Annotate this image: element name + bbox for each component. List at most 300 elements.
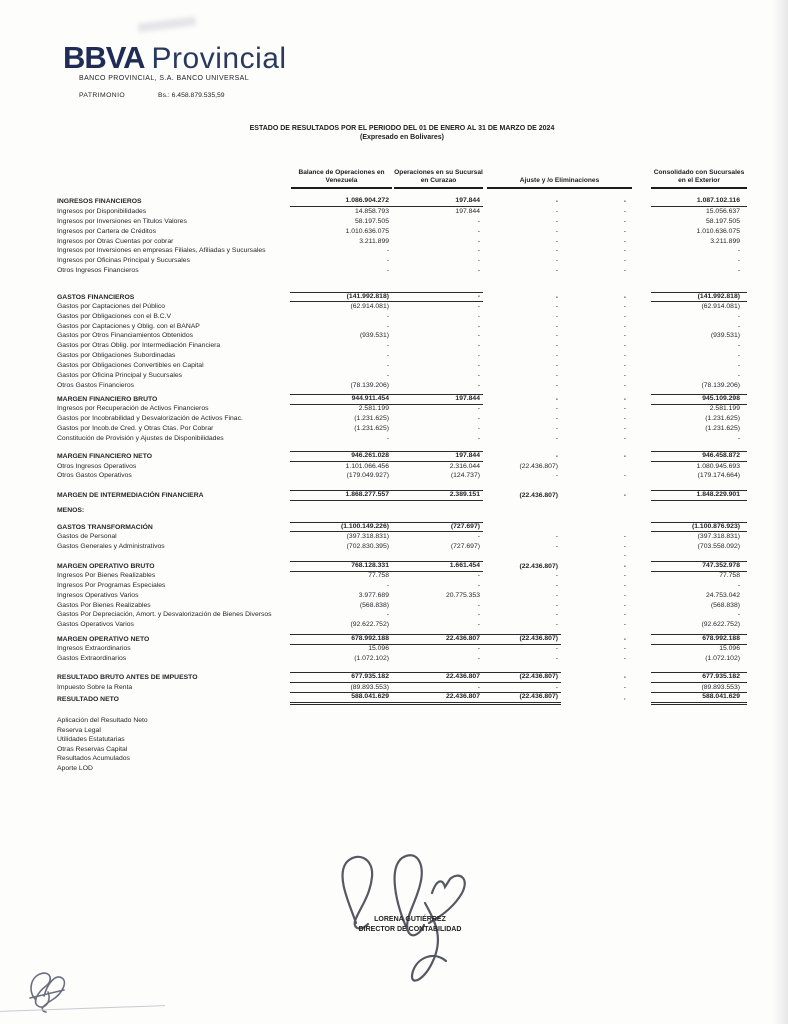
cell-v: - — [386, 371, 389, 379]
cell-c: - — [477, 237, 480, 245]
row-label: RESULTADO BRUTO ANTES DE IMPUESTO — [57, 674, 198, 682]
cell-k: (568.838) — [710, 601, 740, 609]
statement-row — [57, 331, 747, 341]
statement-row — [57, 692, 747, 702]
cell-a2: - — [623, 472, 626, 480]
cell-a1: - — [555, 302, 558, 310]
cell-v: - — [386, 434, 389, 442]
statement-rows — [57, 197, 747, 702]
signatory-title: DIRECTOR DE CONTABILIDAD — [358, 926, 462, 933]
cell-k: 677.935.182 — [651, 672, 747, 683]
cell-c: 22.436.807 — [392, 672, 483, 683]
cell-v: (1.231.625) — [354, 424, 389, 432]
cell-a2: - — [623, 405, 626, 413]
cell-a2: - — [623, 581, 626, 589]
cell-v: - — [386, 342, 389, 350]
cell-a1: - — [555, 361, 558, 369]
signatory-name: LORENA GUTIÉRREZ — [374, 916, 446, 923]
row-label: Ingresos por Oficinas Principal y Sucursales — [57, 257, 190, 265]
bank-legal-name: BANCO PROVINCIAL, S.A. BANCO UNIVERSAL — [79, 75, 250, 82]
row-label: Gastos Extraordinarios — [57, 654, 127, 662]
application-item: Aporte LOD — [57, 764, 93, 772]
row-label: Ingresos por Inversiones en Titulos Valores — [57, 217, 187, 225]
row-label: Gastos por Oficina Principal y Sucursales — [57, 371, 183, 379]
cell-c: - — [477, 257, 480, 265]
cell-v: (702.830.395) — [346, 542, 389, 550]
cell-a1: - — [555, 591, 558, 599]
cell-c: - — [477, 312, 480, 320]
row-label: INGRESOS FINANCIEROS — [57, 198, 142, 206]
scan-smudge — [138, 16, 197, 32]
cell-a1: - — [555, 342, 558, 350]
signature-block — [300, 915, 520, 935]
row-label: Gastos de Personal — [57, 532, 117, 540]
cell-c: 22.436.807 — [392, 692, 483, 705]
cell-v: 1.101.066.456 — [345, 462, 389, 470]
cell-a2 — [561, 506, 629, 516]
cell-a1: - — [555, 293, 558, 301]
cell-a1: - — [555, 267, 558, 275]
cell-k: - — [737, 247, 740, 255]
row-label: MARGEN OPERATIVO BRUTO — [57, 563, 155, 570]
cell-c: - — [477, 645, 480, 652]
cell-c: (124.737) — [450, 472, 480, 480]
cell-a2 — [561, 461, 629, 471]
cell-a1: (22.436.807) — [519, 462, 558, 470]
cell-c: - — [477, 434, 480, 442]
cell-k: 1.010.636.075 — [696, 227, 740, 235]
cell-a2: - — [623, 342, 626, 350]
cell-c: - — [477, 227, 480, 235]
cell-k: 588.041.629 — [651, 692, 747, 705]
cell-a2: - — [623, 237, 626, 245]
cell-a2: - — [623, 645, 626, 652]
cell-a2: - — [623, 371, 626, 379]
cell-c: 197.844 — [392, 451, 483, 462]
bbva-provincial-logo — [63, 40, 287, 76]
row-label: Gastos por Captaciones y Oblig. con el BANAP — [57, 322, 200, 330]
cell-a2: - — [623, 491, 626, 499]
cell-a1: - — [555, 312, 558, 320]
statement-row — [57, 361, 747, 371]
cell-a1: - — [555, 227, 558, 235]
cell-c: - — [477, 572, 480, 580]
cell-k: (62.914.081) — [701, 302, 740, 310]
cell-a2: - — [623, 267, 626, 275]
cell-a2: - — [623, 208, 626, 216]
cell-v: (568.838) — [359, 601, 389, 609]
row-label: Constitución de Provisión y Ajustes de Disponibilidades — [57, 434, 224, 442]
cell-a1: - — [555, 371, 558, 379]
cell-a2: - — [623, 322, 626, 330]
cell-k: - — [737, 257, 740, 265]
statement-row — [57, 321, 747, 331]
cell-a2: - — [623, 312, 626, 320]
cell-c: - — [477, 654, 480, 662]
statement-row — [57, 266, 747, 276]
cell-a2: - — [623, 302, 626, 310]
statement-row — [57, 610, 747, 620]
row-label: Gastos por Otras Oblig. por Intermediación Financiera — [57, 342, 221, 350]
row-label: Gastos por Captaciones del Público — [57, 302, 166, 310]
statement-row — [57, 341, 747, 351]
cell-a1: - — [555, 542, 558, 550]
cell-c: 20.775.353 — [445, 591, 480, 599]
cell-c: - — [477, 302, 480, 310]
cell-a2: - — [623, 381, 626, 389]
cell-a2: - — [623, 361, 626, 369]
cell-a1: (22.436.807) — [519, 491, 558, 499]
statement-row — [57, 634, 747, 644]
statement-row — [57, 644, 747, 654]
row-label: Ingresos por Cartera de Créditos — [57, 227, 156, 235]
cell-k: - — [737, 361, 740, 369]
cell-v: 946.261.028 — [290, 451, 392, 462]
cell-k: (1.231.625) — [705, 415, 740, 423]
cell-a1: - — [555, 247, 558, 255]
cell-a2: - — [623, 683, 626, 691]
statement-row — [57, 541, 747, 551]
cell-k: (1.072.102) — [705, 654, 740, 662]
row-label: MARGEN OPERATIVO NETO — [57, 635, 150, 643]
cell-a2: - — [623, 635, 626, 643]
cell-c: - — [477, 332, 480, 340]
statement-row — [57, 414, 747, 424]
statement-title — [57, 124, 747, 142]
row-label: Otros Gastos Operativos — [57, 472, 132, 480]
cell-k: (141.992.818) — [651, 292, 747, 303]
cell-v: 77.758 — [368, 572, 389, 580]
statement-row — [57, 394, 747, 404]
cell-v: 1.868.277.557 — [290, 490, 392, 501]
cell-c: - — [477, 415, 480, 423]
row-label: Otros Ingresos Operativos — [57, 462, 137, 470]
row-label: Ingresos Extraordinarios — [57, 645, 131, 652]
cell-a1: - — [555, 208, 558, 216]
cell-k: 77.758 — [719, 572, 740, 580]
cell-c: - — [477, 361, 480, 369]
cell-v: - — [386, 581, 389, 589]
cell-a1: - — [555, 322, 558, 330]
cell-k: (703.558.092) — [697, 542, 740, 550]
cell-c: 22.436.807 — [392, 634, 483, 645]
cell-k — [651, 551, 747, 561]
cell-v: (397.318.831) — [346, 532, 389, 540]
cell-k: (179.174.664) — [697, 472, 740, 480]
row-label: GASTOS FINANCIEROS — [57, 293, 135, 301]
cell-c: 197.844 — [392, 394, 483, 405]
row-spacer — [57, 276, 747, 292]
row-label: Impuesto Sobre la Renta — [57, 683, 133, 691]
cell-a1: - — [555, 405, 558, 413]
cell-v: 1.086.904.272 — [290, 197, 392, 207]
cell-v: 768.128.331 — [290, 561, 392, 572]
cell-a1: - — [555, 654, 558, 662]
row-label: Gastos por Obligaciones con el B.C.V — [57, 312, 172, 320]
statement-row — [57, 672, 747, 682]
cell-v: 677.935.182 — [290, 672, 392, 683]
logo-bbva-text: BBVA — [63, 40, 145, 75]
cell-v: 944.911.454 — [290, 394, 392, 405]
cell-c — [392, 551, 483, 561]
cell-k: (939.531) — [710, 332, 740, 340]
statement-title-line2: (Expresado en Bolivares) — [359, 134, 445, 141]
cell-a1: (22.436.807) — [483, 634, 561, 645]
cell-a2: - — [623, 257, 626, 265]
row-label: MARGEN FINANCIERO BRUTO — [57, 396, 158, 404]
cell-k: - — [737, 371, 740, 379]
cell-a1: (22.436.807) — [519, 563, 558, 570]
row-spacer — [57, 443, 747, 451]
row-label: Ingresos Por Programas Especiales — [57, 581, 166, 589]
cell-c: - — [477, 371, 480, 379]
cell-c: - — [477, 267, 480, 275]
cell-c: - — [392, 292, 483, 303]
cell-v: (1.072.102) — [354, 654, 389, 662]
row-label: Gastos Por Depreciación, Amort. y Desvalorización de Bienes Diversos — [57, 611, 272, 619]
cell-c: - — [477, 352, 480, 360]
statement-row — [57, 311, 747, 321]
application-item: Resultados Acumulados — [57, 755, 130, 763]
column-header-ajuste-eliminaciones: Ajuste y /o Eliminaciones — [487, 163, 632, 189]
row-label: Gastos por Incobrabilidad y Desvalorización de Activos Finac. — [57, 415, 243, 423]
cell-a1: - — [555, 472, 558, 480]
cell-k: - — [737, 434, 740, 442]
row-label: Gastos por Obligaciones Subordinadas — [57, 352, 176, 360]
statement-row — [57, 371, 747, 381]
cell-k: 747.352.978 — [651, 561, 747, 572]
cell-c: - — [477, 322, 480, 330]
cell-a2: - — [623, 198, 626, 206]
cell-c: - — [477, 621, 480, 629]
cell-a1: - — [555, 237, 558, 245]
cell-v: (92.622.752) — [350, 621, 389, 629]
row-label: Ingresos por Recuperación de Activos Financieros — [57, 405, 209, 413]
statement-row — [57, 292, 747, 302]
row-label: Ingresos Operativos Varios — [57, 591, 139, 599]
cell-v — [290, 551, 392, 561]
cell-a2: - — [623, 654, 626, 662]
statement-row — [57, 654, 747, 664]
cell-a2: - — [623, 621, 626, 629]
cell-a1: - — [555, 611, 558, 619]
row-label: Gastos por Otros Financiamientos Obtenidos — [57, 332, 194, 340]
cell-c: (727.697) — [450, 542, 480, 550]
cell-a1: - — [555, 257, 558, 265]
cell-c: 197.844 — [455, 208, 480, 216]
cell-a1: (22.436.807) — [483, 692, 561, 705]
cell-a1: - — [555, 645, 558, 652]
statement-row — [57, 551, 747, 561]
cell-k: 15.096 — [719, 645, 740, 652]
statement-row — [57, 207, 747, 217]
statement-row — [57, 451, 747, 461]
cell-k: - — [737, 322, 740, 330]
cell-a2: - — [623, 396, 626, 404]
cell-k: - — [737, 581, 740, 589]
statement-row — [57, 490, 747, 500]
cell-a2: - — [623, 247, 626, 255]
cell-a1: - — [555, 381, 558, 389]
cell-a2: - — [623, 434, 626, 442]
section-heading-row — [57, 506, 747, 516]
statement-row — [57, 424, 747, 434]
cell-a2: - — [623, 332, 626, 340]
cell-c: - — [477, 581, 480, 589]
cell-a1: - — [555, 352, 558, 360]
row-label: MENOS: — [57, 507, 85, 515]
statement-row — [57, 404, 747, 414]
statement-row — [57, 471, 747, 481]
cell-v: (62.914.081) — [350, 302, 389, 310]
cell-v: 58.197.505 — [354, 217, 389, 225]
cell-a2: - — [623, 591, 626, 599]
application-block — [57, 716, 148, 774]
row-label: Ingresos por Otras Cuentas por cobrar — [57, 237, 174, 245]
row-label: RESULTADO NETO — [57, 696, 119, 704]
cell-v: 1.010.636.075 — [345, 227, 389, 235]
cell-k: (1.100.876.923) — [651, 522, 747, 533]
cell-k: (1.231.625) — [705, 424, 740, 432]
cell-v: (1.231.625) — [354, 415, 389, 423]
cell-a1: - — [555, 581, 558, 589]
cell-v: (78.139.206) — [350, 381, 389, 389]
statement-row — [57, 522, 747, 532]
cell-a1: - — [555, 415, 558, 423]
cell-a2: - — [623, 532, 626, 540]
cell-k: 945.109.298 — [651, 394, 747, 405]
cell-c: (727.697) — [392, 522, 483, 533]
statement-row — [57, 227, 747, 237]
cell-c: - — [477, 381, 480, 389]
cell-v: 2.581.199 — [358, 405, 389, 413]
cell-a1: - — [555, 217, 558, 225]
statement-row — [57, 197, 747, 207]
application-item: Otras Reservas Capital — [57, 745, 128, 753]
cell-a2: - — [623, 415, 626, 423]
cell-k: 946.458.872 — [651, 451, 747, 462]
patrimonio-label: PATRIMONIO — [79, 92, 126, 99]
application-item: Aplicación del Resultado Neto — [57, 717, 148, 724]
cell-a2: - — [623, 453, 626, 461]
cell-a2: - — [623, 424, 626, 432]
cell-a1: - — [555, 572, 558, 580]
application-item: Utilidades Estatutarias — [57, 736, 125, 744]
cell-k: 24.753.042 — [705, 591, 740, 599]
row-label: Otros Gastos Financieros — [57, 381, 135, 389]
cell-a2: - — [623, 227, 626, 235]
cell-v: - — [386, 312, 389, 320]
cell-k: (397.318.831) — [697, 532, 740, 540]
statement-row — [57, 561, 747, 571]
cell-a2: - — [623, 542, 626, 550]
cell-a1: - — [555, 332, 558, 340]
cell-k: 3.211.899 — [710, 237, 740, 245]
cell-k — [651, 506, 747, 516]
cell-k: 2.581.199 — [709, 405, 740, 413]
row-label: Otros Ingresos Financieros — [57, 267, 139, 275]
cell-c: 1.661.454 — [392, 561, 483, 572]
statement-row — [57, 351, 747, 361]
statement-row — [57, 302, 747, 312]
cell-c: - — [477, 405, 480, 413]
cell-k: - — [737, 342, 740, 350]
cell-k: (78.139.206) — [701, 381, 740, 389]
application-item: Reserva Legal — [57, 726, 101, 734]
cell-c: - — [477, 217, 480, 225]
cell-k: 15.056.637 — [705, 208, 740, 216]
cell-k: 678.992.188 — [651, 634, 747, 645]
cell-k: 1.087.102.116 — [651, 197, 747, 207]
cell-a2: · — [623, 696, 626, 704]
cell-a1: - — [555, 532, 558, 540]
cell-k: 1.848.229.901 — [651, 490, 747, 501]
cell-a1: - — [555, 453, 558, 461]
cell-v: - — [386, 361, 389, 369]
patrimonio-line — [79, 92, 225, 99]
cell-c — [392, 506, 483, 516]
cell-v: - — [386, 267, 389, 275]
cell-k: - — [737, 312, 740, 320]
row-label: Gastos Por Bienes Realizables — [57, 601, 151, 609]
row-label: GASTOS TRANSFORMACIÓN — [57, 523, 153, 531]
statement-row — [57, 434, 747, 444]
cell-v: 14.858.793 — [354, 208, 389, 216]
statement-row — [57, 461, 747, 471]
column-header-consolidado: Consolidado con Sucursales en el Exterior — [651, 163, 747, 189]
cell-a2: - — [623, 563, 626, 570]
cell-a1: - — [555, 621, 558, 629]
cell-v: - — [386, 322, 389, 330]
row-spacer — [57, 481, 747, 490]
cell-c: 2.389.151 — [392, 490, 483, 501]
cell-k: 58.197.505 — [705, 217, 740, 225]
statement-row — [57, 217, 747, 227]
statement-row — [57, 682, 747, 692]
statement-title-line1: ESTADO DE RESULTADOS POR EL PERIODO DEL 01 DE ENERO AL 31 DE MARZO DE 2024 — [249, 125, 555, 132]
row-label: Gastos por Incob.de Cred. y Otras Ctas. Por Cobrar — [57, 424, 214, 432]
cell-a1: - — [555, 198, 558, 206]
cell-v: - — [386, 247, 389, 255]
cell-v — [290, 506, 392, 516]
statement-row — [57, 581, 747, 591]
statement-row — [57, 380, 747, 390]
cell-c: 2.316.044 — [449, 462, 480, 470]
cell-k: - — [737, 267, 740, 275]
cell-c: - — [477, 247, 480, 255]
patrimonio-value: Bs.: 6.458.879.535,59 — [158, 92, 225, 99]
row-label: Gastos Operativos Varios — [57, 621, 134, 629]
statement-row — [57, 256, 747, 266]
cell-a2: - — [623, 611, 626, 619]
cell-a2: - — [623, 217, 626, 225]
cell-k: - — [737, 611, 740, 619]
statement-row — [57, 571, 747, 581]
cell-a1: - — [555, 434, 558, 442]
cell-v: - — [386, 257, 389, 265]
cell-a1: (22.436.807) — [483, 672, 561, 683]
row-label: Gastos Generales y Administrativos — [57, 542, 165, 550]
cell-v: (141.992.818) — [290, 292, 392, 303]
row-label — [57, 551, 290, 561]
cell-a1 — [483, 551, 561, 561]
cell-a2: - — [623, 293, 626, 301]
cell-c: - — [477, 532, 480, 540]
column-header-venezuela: Balance de Operaciones en Venezuela — [291, 163, 392, 189]
row-label: Gastos por Obligaciones Convertibles en Capital — [57, 361, 204, 369]
cell-v: - — [386, 352, 389, 360]
statement-row — [57, 236, 747, 246]
